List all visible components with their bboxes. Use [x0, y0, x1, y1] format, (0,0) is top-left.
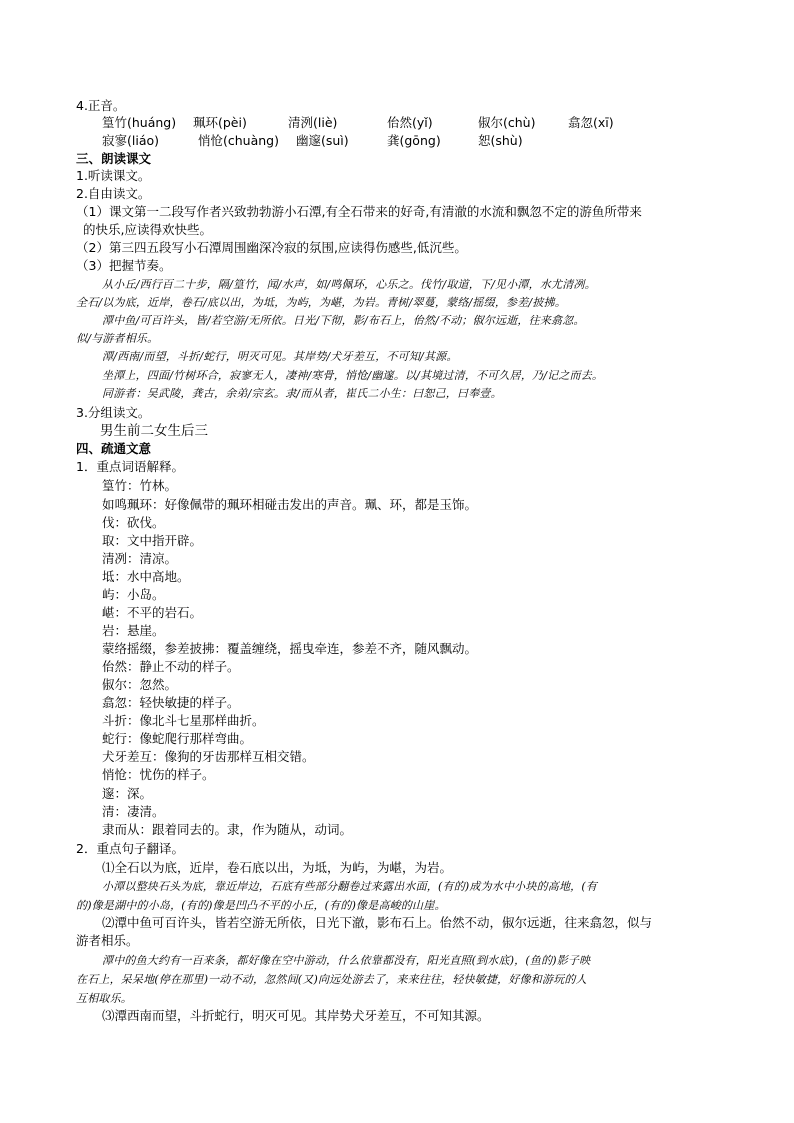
term-item: 隶而从：跟着同去的。隶，作为随从，动词。: [102, 822, 353, 837]
translation-line: 小潭以整块石头为底，靠近岸边，石底有些部分翻卷过来露出水面，(有的)成为水中小块的高地，(有: [102, 880, 598, 893]
term-item: 俶尔：忽然。: [102, 677, 178, 692]
source-sentence: ⑵潭中鱼可百许头，皆若空游无所依，日光下澈，影布石上。佁然不动，俶尔远逝，往来翕忽，似与: [102, 915, 653, 930]
pron-item: 篁竹(huáng): [102, 115, 177, 130]
term-item: 清：凄清。: [102, 804, 165, 819]
group-reading-note: 男生前二女生后三: [100, 423, 208, 439]
term-item: 取：文中指开辟。: [102, 533, 203, 548]
passage-line: 潭中鱼/可百许头，皆/若空游/无所依。日光/下彻，影/布石上，佁然/不动；俶尔远逝，往来翕忽。: [102, 314, 585, 327]
paragraph-line: （3）把握节奏。: [76, 258, 172, 273]
translation-line: 的)像是湖中的小岛，(有的)像是凹凸不平的小丘，(有的)像是高峻的山崖。: [76, 899, 446, 912]
term-item: 屿：小岛。: [102, 587, 165, 602]
term-item: 斗折：像北斗七星那样曲折。: [102, 713, 265, 728]
pron-item: 翕忽(xī): [568, 115, 614, 130]
term-item: 悄怆：忧伤的样子。: [102, 767, 215, 782]
translation-line: 在石上，呆呆地(停在那里)一动不动，忽然间(又)向远处游去了，来来往往，轻快敏捷，好像和游玩的人: [76, 973, 587, 986]
section-heading-read-aloud: 三、朗读课文: [76, 151, 152, 166]
subsection-title: 2．重点句子翻译。: [76, 841, 184, 856]
paragraph-line: 的快乐,应读得欢快些。: [83, 222, 212, 237]
passage-line: 同游者：吴武陵，龚古，余弟/宗玄。隶/而从者，崔氏二小生：曰恕己，曰奉壹。: [102, 387, 502, 400]
term-item: 邃：深。: [102, 786, 153, 801]
section-heading-meaning: 四、疏通文意: [76, 441, 152, 456]
term-item: 蛇行：像蛇爬行那样弯曲。: [102, 731, 253, 746]
source-sentence: ⑶潭西南而望，斗折蛇行，明灭可见。其岸势犬牙差互，不可知其源。: [102, 1008, 490, 1023]
passage-line: 坐潭上，四面/竹树环合，寂寥无人，凄神/寒骨，悄怆/幽邃。以/其境过清，不可久居，乃/记之而去。: [102, 369, 604, 382]
pron-item: 佁然(yǐ): [387, 115, 433, 130]
passage-line: 全石/以为底，近岸，卷石/底以出，为坻，为屿，为嵁，为岩。青树/翠蔓，蒙络/摇缀，参差/披拂。: [76, 296, 566, 309]
term-item: 清冽：清凉。: [102, 551, 178, 566]
term-item: 如鸣珮环：好像佩带的珮环相碰击发出的声音。珮、环，都是玉饰。: [102, 497, 478, 512]
pron-item: 寂寥(liáo): [102, 133, 160, 148]
passage-line: 潭/西南/而望，斗折/蛇行，明灭可见。其岸势/犬牙差互，不可知/其源。: [102, 350, 458, 363]
source-sentence: 游者相乐。: [76, 933, 139, 948]
passage-line: 似/与游者相乐。: [76, 332, 159, 345]
pron-item: 清洌(liè): [288, 115, 338, 130]
translation-line: 潭中的鱼大约有一百来条，都好像在空中游动，什么依靠都没有，阳光直照(到水底)，(鱼的)影子映: [102, 954, 591, 967]
passage-line: 从小丘/西行百二十步，隔/篁竹，闻/水声，如/鸣佩环，心乐之。伐竹/取道，下/见小潭，水尤清冽。: [102, 278, 596, 291]
translation-line: 互相取乐。: [76, 992, 132, 1005]
term-item: 犬牙差互：像狗的牙齿那样互相交错。: [102, 749, 315, 764]
list-item: 1.听读课文。: [76, 168, 151, 183]
term-item: 蒙络摇缀，参差披拂：覆盖缠绕，摇曳牵连，参差不齐，随风飘动。: [102, 641, 478, 656]
term-item: 伐：砍伐。: [102, 515, 165, 530]
pron-item: 俶尔(chù): [478, 115, 536, 130]
source-sentence: ⑴全石以为底，近岸，卷石底以出，为坻，为屿，为嵁，为岩。: [102, 860, 453, 875]
term-item: 篁竹：竹林。: [102, 478, 178, 493]
term-item: 坻：水中高地。: [102, 569, 190, 584]
paragraph-line: （1）课文第一二段写作者兴致勃勃游小石潭,有全石带来的好奇,有清澈的水流和飘忽不定的游鱼所带来: [76, 204, 642, 219]
paragraph-line: （2）第三四五段写小石潭周围幽深冷寂的氛围,应读得伤感些,低沉些。: [76, 240, 467, 255]
term-item: 翕忽：轻快敏捷的样子。: [102, 695, 240, 710]
pron-item: 龚(gōng): [387, 133, 441, 148]
term-item: 佁然：静止不动的样子。: [102, 659, 240, 674]
pron-item: 恕(shù): [478, 133, 523, 148]
subsection-title: 1．重点词语解释。: [76, 459, 184, 474]
pron-item: 幽邃(suì): [296, 133, 349, 148]
pron-item: 珮环(pèi): [193, 115, 247, 130]
term-item: 嵁：不平的岩石。: [102, 605, 203, 620]
term-item: 岩：悬崖。: [102, 623, 165, 638]
list-item: 3.分组读文。: [76, 405, 151, 420]
pronunciation-title: 4.正音。: [76, 98, 126, 113]
list-item: 2.自由读文。: [76, 186, 151, 201]
pron-item: 悄怆(chuàng): [198, 133, 279, 148]
